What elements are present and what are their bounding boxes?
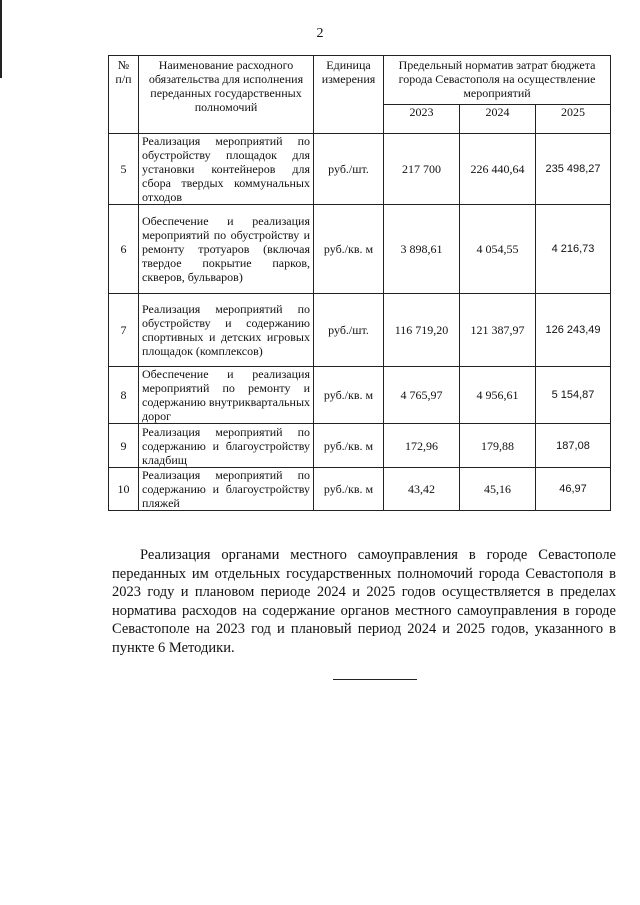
row-number: 5 <box>109 134 139 205</box>
value-2023: 116 719,20 <box>384 294 460 367</box>
row-name: Обеспечение и реализация мероприятий по ремонту и содержанию внутриквартальных дорог <box>139 367 314 424</box>
row-number: 7 <box>109 294 139 367</box>
header-name: Наименование расходного обязательства для исполнения переданных государственных полномочий <box>139 56 314 134</box>
row-name: Реализация мероприятий по содержанию и благоустройству пляжей <box>139 468 314 511</box>
row-unit: руб./шт. <box>314 294 384 367</box>
header-year-2024: 2024 <box>460 105 536 134</box>
value-2024: 121 387,97 <box>460 294 536 367</box>
table-row <box>109 205 611 294</box>
table-row <box>109 367 611 424</box>
row-name: Обеспечение и реализация мероприятий по обустройству и ремонту тротуаров (включая твердое покрытие парков, скверов, бульваров) <box>139 205 314 294</box>
row-number: 10 <box>109 468 139 511</box>
value-2024: 179,88 <box>460 424 536 468</box>
header-year-2025: 2025 <box>536 105 611 134</box>
value-2025: 235 498,27 <box>536 134 611 205</box>
header-norm: Предельный норматив затрат бюджета города Севастополя на осуществление мероприятий <box>384 56 611 105</box>
table-row <box>109 468 611 511</box>
row-unit: руб./шт. <box>314 134 384 205</box>
header-unit: Единица измерения <box>314 56 384 134</box>
value-2023: 172,96 <box>384 424 460 468</box>
table-row <box>109 294 611 367</box>
value-2023: 3 898,61 <box>384 205 460 294</box>
header-num: № п/п <box>109 56 139 134</box>
row-unit: руб./кв. м <box>314 468 384 511</box>
value-2025: 126 243,49 <box>536 294 611 367</box>
value-2023: 217 700 <box>384 134 460 205</box>
table-header-row <box>109 56 611 105</box>
value-2025: 4 216,73 <box>536 205 611 294</box>
table-row <box>109 134 611 205</box>
row-name: Реализация мероприятий по обустройству и содержанию спортивных и детских игровых площадок (комплексов) <box>139 294 314 367</box>
row-number: 9 <box>109 424 139 468</box>
value-2025: 187,08 <box>536 424 611 468</box>
body-paragraph: Реализация органами местного самоуправления в городе Севастополе переданных им отдельных государственных полномочий города Севастополя в 2023 году и плановом периоде 2024 и 2025 годов осуществляется в пределах норматива расходов на содержание органов местного самоуправления в городе Севастополе на 2023 год и плановый период 2024 и 2025 годов, указанного в пункте 6 Методики. <box>112 547 616 656</box>
value-2024: 4 956,61 <box>460 367 536 424</box>
row-name: Реализация мероприятий по содержанию и благоустройству кладбищ <box>139 424 314 468</box>
value-2024: 45,16 <box>460 468 536 511</box>
value-2025: 46,97 <box>536 468 611 511</box>
closing-rule <box>333 679 417 680</box>
norms-table <box>108 55 611 511</box>
row-unit: руб./кв. м <box>314 424 384 468</box>
header-year-2023: 2023 <box>384 105 460 134</box>
row-number: 6 <box>109 205 139 294</box>
value-2024: 4 054,55 <box>460 205 536 294</box>
value-2025: 5 154,87 <box>536 367 611 424</box>
row-name: Реализация мероприятий по обустройству площадок для установки контейнеров для сбора твердых коммунальных отходов <box>139 134 314 205</box>
row-unit: руб./кв. м <box>314 367 384 424</box>
value-2023: 4 765,97 <box>384 367 460 424</box>
page-number: 2 <box>316 26 324 41</box>
value-2023: 43,42 <box>384 468 460 511</box>
table-row <box>109 424 611 468</box>
row-number: 8 <box>109 367 139 424</box>
value-2024: 226 440,64 <box>460 134 536 205</box>
row-unit: руб./кв. м <box>314 205 384 294</box>
